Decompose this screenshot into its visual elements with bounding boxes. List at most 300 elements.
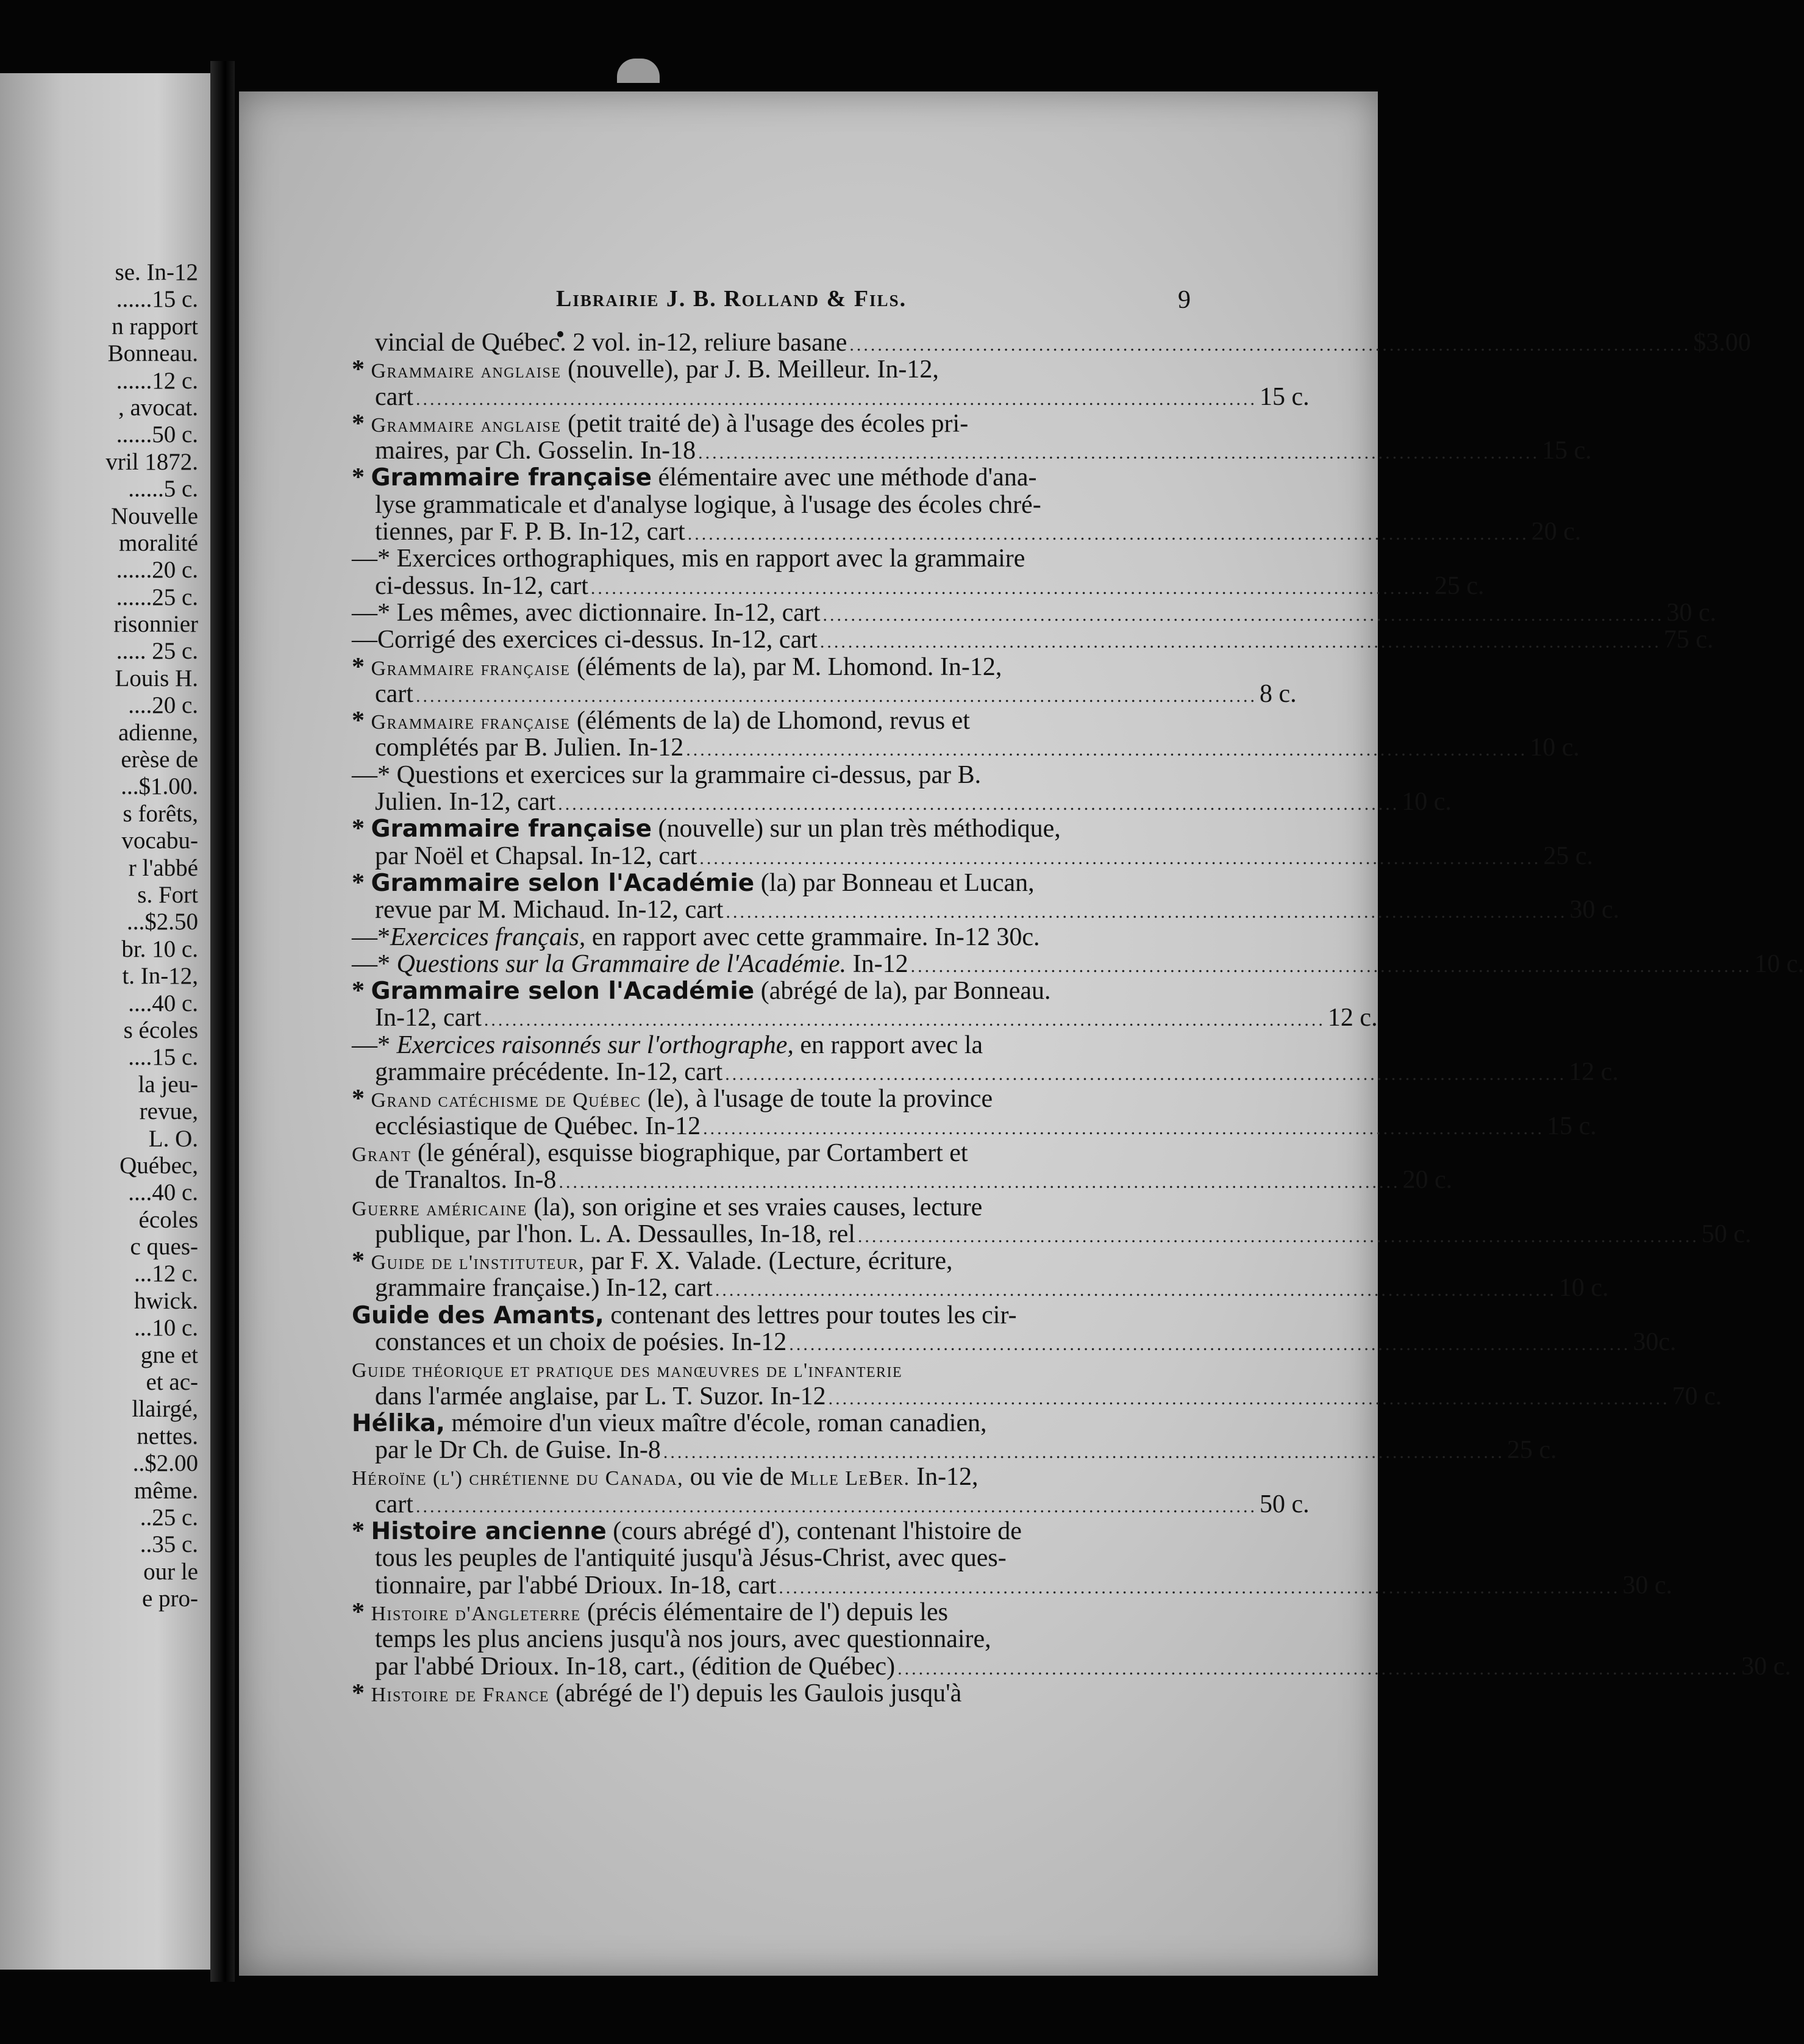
catalog-line-text [375, 1626, 991, 1653]
entry-text: * [352, 463, 371, 492]
left-page-line: ....20 c. [128, 692, 198, 719]
left-page-line: llairgé, [132, 1396, 198, 1423]
entry-text: mémoire d'un vieux maître d'école, roman canadien, [444, 1409, 987, 1437]
entry-title-smallcaps: Grammaire française [371, 711, 571, 734]
entry-price: 10 c. [1530, 734, 1580, 762]
left-page-line: gne et [140, 1342, 198, 1368]
left-page-line: se. In-12 [115, 259, 198, 285]
catalog-line [352, 896, 1620, 924]
book-gutter [210, 61, 235, 1982]
entry-text: cart [375, 679, 413, 708]
entry-title-smallcaps: Histoire de France [371, 1683, 549, 1706]
catalog-line-text [352, 1248, 953, 1276]
dot-leader: ........................................................................................................................ [590, 577, 1432, 598]
entry-text: * [352, 815, 371, 843]
entry-text: —* Questions et exercices sur la grammaire ci-dessus, par B. [352, 760, 982, 789]
dot-leader: ........................................................................................................................ [725, 1064, 1567, 1085]
left-page-line: c ques- [130, 1234, 198, 1260]
entry-text: * [352, 652, 371, 681]
entry-price: 25 c. [1506, 1436, 1557, 1465]
left-page-line: ......12 c. [116, 367, 198, 394]
left-page-line: ....40 c. [128, 1179, 198, 1206]
entry-text: (la) par Bonneau et Lucan, [754, 868, 1035, 897]
entry-text: constances et un choix de poésies. In-12 [375, 1328, 787, 1356]
dot-leader: ........................................................................................................................ [558, 1172, 1400, 1193]
entry-text: * [352, 409, 371, 438]
left-page-line: risonnier [113, 611, 198, 638]
catalog-line-text [352, 1463, 979, 1492]
catalog-line [352, 870, 1202, 896]
left-page-line: revue, [139, 1098, 198, 1125]
entry-text: * [352, 707, 371, 735]
left-page-line: our le [143, 1558, 198, 1585]
left-page-line: s forêts, [123, 800, 198, 827]
catalog-line-text [375, 1221, 855, 1248]
left-page-line: moralité [119, 529, 198, 556]
catalog-line-text [375, 329, 847, 356]
catalog-line [352, 410, 1202, 437]
entry-price: 25 c. [1434, 571, 1485, 600]
entry-title-smallcaps: Héroïne (l') chrétienne du Canada, [352, 1467, 684, 1490]
left-page-line: n rapport [112, 313, 198, 340]
left-page-line: ....15 c. [128, 1044, 198, 1071]
catalog-line [352, 654, 1202, 681]
dot-leader: ........................................................................................................................ [779, 1577, 1620, 1598]
catalog-line [352, 1518, 1202, 1545]
catalog-line-text [352, 870, 1035, 897]
entry-price: 10 c. [1754, 949, 1804, 978]
catalog-line [352, 1194, 1202, 1221]
catalog-line-text [352, 356, 939, 385]
catalog-line [352, 1032, 1202, 1059]
dot-leader: ........................................................................................................................ [849, 335, 1691, 355]
left-page-line: ......15 c. [116, 286, 198, 313]
entry-text: (précis élémentaire de l') depuis les [580, 1598, 948, 1626]
entry-price: 15 c. [1547, 1112, 1597, 1140]
entry-text: * [352, 1598, 371, 1626]
catalog-line [352, 1166, 1453, 1195]
catalog-line [352, 571, 1485, 600]
catalog-line [352, 329, 1751, 357]
page-header [239, 285, 1378, 316]
catalog-line [352, 1004, 1378, 1032]
catalog-line-text [375, 1383, 826, 1410]
catalog-line [352, 1220, 1752, 1248]
entry-text: lyse grammaticale et d'analyse logique, à l'usage des écoles chré- [375, 490, 1041, 519]
entry-text: tous les peuples de l'antiquité jusqu'à Jésus-Christ, avec ques- [375, 1544, 1007, 1573]
catalog-line [352, 977, 1202, 1004]
entry-text: grammaire française.) In-12, cart [375, 1274, 713, 1303]
entry-title-smallcaps: Grand catéchisme de Québec [371, 1089, 641, 1112]
left-page-line: ..35 c. [140, 1531, 198, 1558]
entry-text: —* Les mêmes, avec dictionnaire. In-12, cart [352, 598, 821, 627]
left-page-line: erèse de [121, 746, 198, 773]
entry-text: en rapport avec la [793, 1031, 983, 1059]
entry-text: (éléments de la) de Lhomond, revus et [570, 707, 970, 735]
entry-price: 30c. [1633, 1328, 1677, 1356]
dot-leader: ........................................................................................................................ [483, 1010, 1325, 1031]
entry-title-bold: Grammaire selon l'Académie [371, 869, 755, 897]
entry-text: (nouvelle) sur un plan très méthodique, [652, 815, 1061, 843]
entry-text: (éléments de la), par M. Lhomond. In-12, [570, 652, 1002, 681]
entry-text: —Corrigé des exercices ci-dessus. In-12, cart [352, 626, 818, 654]
catalog-line-text [352, 464, 1036, 491]
entry-text: élémentaire avec une méthode d'ana- [652, 463, 1037, 492]
dot-leader: ........................................................................................................................ [415, 388, 1257, 409]
catalog-line-text [352, 626, 818, 653]
entry-price: 25 c. [1543, 842, 1593, 870]
catalog-line [352, 518, 1581, 546]
entry-title-bold: Histoire ancienne [371, 1518, 607, 1546]
entry-price: 12 c. [1327, 1004, 1378, 1032]
entry-text: * [352, 1247, 371, 1276]
entry-text: (cours abrégé d'), contenant l'histoire de [606, 1517, 1022, 1546]
left-page-line: ...12 c. [134, 1260, 198, 1287]
entry-title-smallcaps: Grammaire française [371, 657, 571, 680]
left-page-line: ......25 c. [116, 584, 198, 610]
entry-title-bold: Guide des Amants, [352, 1301, 604, 1329]
catalog-line-text [375, 734, 683, 761]
entry-text: cart [375, 382, 413, 411]
entry-text: contenant des lettres pour toutes les cir- [604, 1301, 1017, 1329]
left-page-line: ...$2.50 [127, 909, 198, 935]
entry-price: 30 c. [1741, 1652, 1791, 1681]
catalog-page [239, 91, 1804, 1976]
catalog-line-text [375, 1004, 482, 1031]
catalog-line [352, 788, 1452, 817]
left-page-line: ......20 c. [116, 557, 198, 584]
left-page-line: écoles [138, 1206, 198, 1233]
entry-title-smallcaps: Grant [352, 1143, 412, 1166]
catalog-line [352, 1140, 1202, 1167]
page-tab-shadow [617, 59, 660, 83]
catalog-line [352, 1463, 1202, 1490]
catalog-line [352, 679, 1297, 708]
catalog-line [352, 1356, 1202, 1382]
entry-text: complétés par B. Julien. In-12 [375, 734, 684, 762]
left-page-line: ...$1.00. [121, 773, 198, 800]
catalog-line [352, 1652, 1791, 1681]
catalog-line [352, 464, 1202, 491]
left-page-line: Nouvelle [111, 502, 198, 529]
entry-title-bold: Grammaire française [371, 464, 652, 492]
entry-price: $3.00 [1693, 329, 1751, 357]
catalog-line [352, 1085, 1202, 1112]
dot-leader: ........................................................................................................................ [415, 685, 1257, 706]
left-page-line: même. [134, 1477, 198, 1504]
left-page-line: e pro- [141, 1585, 198, 1612]
catalog-line [352, 1410, 1202, 1437]
catalog-line-text [352, 1085, 993, 1114]
catalog-line-text [375, 1167, 557, 1193]
entry-text: tionnaire, par l'abbé Drioux. In-18, cart [375, 1571, 777, 1599]
dot-leader: ........................................................................................................................ [703, 1118, 1545, 1138]
entry-text-italic: Exercices français, [390, 923, 586, 951]
entry-text: Julien. In-12, cart [375, 788, 556, 817]
catalog-line [352, 1248, 1202, 1274]
entry-title-bold: Hélika, [352, 1409, 445, 1437]
entry-text: In-12, [910, 1463, 979, 1492]
catalog-line-text [375, 896, 723, 923]
entry-text: —* [352, 1031, 397, 1059]
entry-title-smallcaps: Grammaire anglaise [371, 413, 562, 437]
catalog-line [352, 1490, 1310, 1518]
catalog-line-text [375, 843, 697, 870]
entry-text: * [352, 868, 371, 897]
catalog-line-text [375, 437, 696, 464]
entry-text: * [352, 356, 371, 384]
left-page-line: ....40 c. [128, 990, 198, 1017]
entry-title-smallcaps: Histoire d'Angleterre [371, 1602, 581, 1625]
catalog-line-text [352, 977, 1050, 1005]
entry-text: (nouvelle), par J. B. Meilleur. In-12, [561, 356, 939, 384]
catalog-line [352, 815, 1202, 842]
dot-leader: ........................................................................................................................ [698, 443, 1540, 463]
catalog-line [352, 707, 1202, 734]
catalog-line [352, 545, 1202, 572]
catalog-line [352, 626, 1714, 654]
catalog-line [352, 1328, 1677, 1356]
catalog-line [352, 1626, 1202, 1653]
catalog-line [352, 356, 1202, 383]
left-page-line: vocabu- [121, 827, 198, 854]
left-page-fragment [0, 73, 210, 1970]
catalog-line-text [375, 1113, 701, 1140]
catalog-line [352, 1436, 1557, 1465]
entry-price: 70 c. [1672, 1382, 1722, 1410]
dot-leader: ........................................................................................................................ [828, 1388, 1670, 1409]
entry-text: ci-dessus. In-12, cart [375, 571, 588, 600]
catalog-line-text [352, 951, 908, 977]
entry-price: 30 c. [1666, 598, 1717, 627]
left-page-line: ......5 c. [128, 476, 198, 502]
entry-text-italic: Exercices raisonnés sur l'orthographe, [396, 1031, 794, 1059]
entry-text: grammaire précédente. In-12, cart [375, 1058, 723, 1087]
entry-text: par l'abbé Drioux. In-18, cart., (édition de Québec) [375, 1652, 896, 1681]
catalog-line [352, 1680, 1202, 1707]
entry-price: 10 c. [1402, 788, 1452, 817]
entry-price: 50 c. [1259, 1490, 1310, 1518]
entry-title-bold: Grammaire selon l'Académie [371, 977, 755, 1006]
dot-leader: ........................................................................................................................ [663, 1442, 1505, 1463]
catalog-line-text [352, 1032, 983, 1059]
left-page-line: et ac- [146, 1369, 198, 1396]
catalog-line-text [352, 815, 1061, 843]
catalog-line [352, 437, 1592, 465]
catalog-line-text [375, 1545, 1007, 1571]
left-page-line: Québec, [119, 1152, 198, 1179]
left-page-line: r l'abbé [128, 854, 198, 881]
dot-leader: ........................................................................................................................ [415, 1496, 1257, 1517]
catalog-line-text [352, 545, 1025, 572]
left-page-line: s. Fort [137, 881, 198, 908]
entry-text: dans l'armée anglaise, par L. T. Suzor. In-12 [375, 1382, 826, 1410]
left-page-column [0, 259, 198, 1613]
catalog-line [352, 949, 1804, 978]
catalog-line-text [352, 762, 981, 788]
entry-price: 15 c. [1542, 437, 1592, 465]
entry-title-smallcaps: Guerre américaine [352, 1197, 527, 1220]
catalog-line-text [352, 924, 1039, 951]
catalog-line-text [352, 1140, 968, 1168]
entry-price: 8 c. [1259, 679, 1297, 708]
entry-price: 12 c. [1569, 1058, 1619, 1087]
catalog-line-text [352, 1410, 987, 1437]
catalog-line [352, 1382, 1722, 1410]
catalog-line-text [375, 681, 413, 707]
left-page-line: ......50 c. [116, 421, 198, 448]
entry-price: 30 c. [1622, 1571, 1672, 1599]
entry-text: maires, par Ch. Gosselin. In-18 [375, 437, 696, 465]
entry-text: en rapport avec cette grammaire. In-12 30c. [585, 923, 1040, 951]
catalog-line-text [375, 1274, 713, 1301]
catalog-line-text [352, 1356, 902, 1384]
dot-leader: ........................................................................................................................ [857, 1226, 1699, 1246]
catalog-line [352, 1112, 1597, 1140]
dot-leader: ........................................................................................................................ [686, 740, 1528, 760]
left-page-line: s écoles [123, 1017, 198, 1043]
catalog-line-text [352, 707, 970, 736]
entry-text: ecclésiastique de Québec. In-12 [375, 1112, 701, 1140]
entry-text: (abrégé de la), par Bonneau. [754, 977, 1051, 1006]
catalog-line-text [375, 1329, 786, 1356]
catalog-line-text [375, 1653, 895, 1680]
entry-text: publique, par l'hon. L. A. Dessaulles, In-18, rel [375, 1220, 855, 1248]
entry-text: (la), son origine et ses vraies causes, lecture [527, 1193, 983, 1221]
catalog-line [352, 1599, 1202, 1626]
catalog-line [352, 491, 1202, 518]
entry-text: vincial de Québec. 2 vol. in-12, reliure basane [375, 329, 847, 357]
entry-price: 10 c. [1558, 1274, 1609, 1303]
entry-price: 50 c. [1701, 1220, 1752, 1248]
catalog-line-text [352, 1599, 948, 1628]
entry-text: (le), à l'usage de toute la province [641, 1085, 993, 1113]
catalog-line [352, 1058, 1619, 1087]
entry-text: * [352, 977, 371, 1006]
entry-text: —* Exercices orthographiques, mis en rapport avec la grammaire [352, 545, 1025, 573]
left-page-line: Louis H. [115, 665, 198, 691]
entry-title-smallcaps: Guide de l'instituteur, [371, 1251, 585, 1274]
entry-text: par F. X. Valade. (Lecture, écriture, [585, 1247, 953, 1276]
catalog-line [352, 1545, 1202, 1571]
catalog-line-text [375, 573, 588, 599]
running-head: Librairie J. B. Rolland & Fils. [556, 286, 907, 312]
entry-title-smallcaps: Grammaire anglaise [371, 360, 562, 383]
catalog-line-text [352, 1518, 1022, 1545]
dot-leader: ........................................................................................................................ [819, 632, 1661, 652]
catalog-line [352, 382, 1310, 411]
page-number: 9 [1178, 286, 1192, 314]
entry-text-italic: Questions sur la Grammaire de l'Académie. [396, 949, 847, 978]
left-page-line: nettes. [137, 1423, 198, 1449]
entry-text: temps les plus anciens jusqu'à nos jours, avec questionnaire, [375, 1625, 991, 1654]
catalog-line-text [375, 518, 685, 545]
catalog-line-text [352, 1680, 961, 1709]
left-page-line: ..... 25 c. [116, 638, 198, 665]
entry-text: * [352, 1517, 371, 1546]
entry-price: 15 c. [1259, 382, 1310, 411]
left-page-line: L. O. [148, 1125, 198, 1152]
left-page-line: Bonneau. [107, 340, 198, 367]
entry-text: (petit traité de) à l'usage des écoles pri- [561, 409, 969, 438]
entry-text: (abrégé de l') depuis les Gaulois jusqu'à [549, 1679, 962, 1707]
entry-title-bold: Grammaire française [371, 815, 652, 843]
entry-text: par le Dr Ch. de Guise. In-8 [375, 1436, 661, 1465]
dot-leader: ........................................................................................................................ [715, 1280, 1556, 1301]
catalog-line-text [352, 410, 968, 439]
catalog-line-text [352, 599, 821, 626]
catalog-line [352, 598, 1717, 627]
entry-title-smallcaps: Mlle LeBer. [790, 1467, 910, 1490]
entry-price: 20 c. [1531, 518, 1581, 546]
dot-leader: ........................................................................................................................ [910, 956, 1752, 976]
entry-price: 30 c. [1569, 896, 1620, 924]
catalog-line-text [375, 1572, 776, 1599]
dot-leader: ........................................................................................................................ [822, 604, 1664, 625]
dot-leader: ........................................................................................................................ [558, 794, 1400, 815]
catalog-line-text [352, 1302, 1017, 1329]
entry-text: In-12 [846, 949, 908, 978]
entry-text: revue par M. Michaud. In-12, cart [375, 896, 724, 924]
left-page-line: vril 1872. [105, 448, 198, 475]
dot-leader: ........................................................................................................................ [897, 1658, 1739, 1679]
dot-leader: ........................................................................................................................ [699, 848, 1541, 868]
left-page-line: ..25 c. [140, 1504, 198, 1531]
entry-text: tiennes, par F. P. B. In-12, cart [375, 518, 685, 546]
entry-price: 75 c. [1663, 626, 1714, 654]
left-page-line: ...10 c. [134, 1315, 198, 1342]
catalog-line-text [375, 788, 555, 815]
entry-text: cart [375, 1490, 413, 1518]
entry-text: ou vie de [683, 1463, 791, 1492]
catalog-line [352, 762, 1202, 788]
left-page-line: la jeu- [138, 1071, 198, 1098]
entry-text: (le général), esquisse biographique, par Cortambert et [411, 1138, 968, 1167]
entry-text: * [352, 1085, 371, 1113]
entry-text: par Noël et Chapsal. In-12, cart [375, 842, 697, 870]
left-page-line: hwick. [134, 1287, 198, 1314]
entry-text: —* [352, 949, 397, 978]
catalog-line-text [352, 1194, 982, 1223]
entry-title-smallcaps: Guide théorique et pratique des manœuvres de l'infanterie [352, 1359, 903, 1382]
catalog-line [352, 1571, 1672, 1599]
entry-text: de Tranaltos. In-8 [375, 1166, 557, 1195]
catalog-line-text [352, 654, 1002, 682]
dot-leader: ........................................................................................................................ [789, 1334, 1631, 1354]
left-page-line: adienne, [118, 719, 198, 746]
entry-text: —* [352, 923, 390, 951]
entry-text: In-12, cart [375, 1004, 482, 1032]
catalog-line-text [375, 1491, 413, 1518]
catalog-line [352, 734, 1580, 762]
catalog-line-text [375, 1059, 722, 1085]
left-page-line: br. 10 c. [121, 935, 198, 962]
left-page-line: ..$2.00 [132, 1450, 198, 1477]
catalog-line [352, 924, 1202, 951]
dot-leader: ........................................................................................................................ [726, 902, 1567, 923]
catalog-line-text [375, 1437, 661, 1463]
catalog-line-text [375, 491, 1041, 518]
dot-leader: ........................................................................................................................ [687, 524, 1529, 545]
left-page-line: t. In-12, [122, 963, 198, 990]
catalog-line [352, 1302, 1202, 1329]
entry-price: 20 c. [1402, 1166, 1453, 1195]
catalog-entries [352, 329, 1804, 1707]
catalog-line [352, 842, 1593, 870]
catalog-line-text [375, 384, 413, 410]
left-page-line: , avocat. [118, 394, 198, 421]
catalog-line [352, 1274, 1609, 1303]
